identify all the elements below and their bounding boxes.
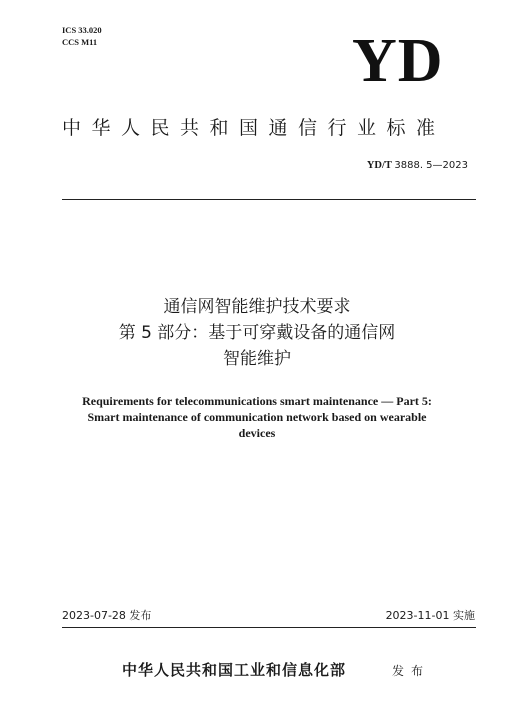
standard-code-number: 3888. 5—2023 bbox=[394, 160, 468, 171]
english-title-line-1: Requirements for telecommunications smart maintenance — Part 5: bbox=[82, 394, 432, 408]
standard-number bbox=[367, 159, 468, 173]
chinese-title-line-3: 智能维护 bbox=[223, 349, 291, 369]
issuing-authority: 中华人民共和国工业和信息化部 bbox=[122, 661, 347, 679]
standard-code-prefix: YD/T bbox=[366, 160, 392, 171]
implementation-date: 2023-11-01 实施 bbox=[385, 609, 475, 622]
english-title bbox=[62, 393, 452, 441]
ics-code: ICS 33.020 bbox=[62, 25, 102, 35]
classification-codes bbox=[62, 24, 102, 48]
english-title-line-3: devices bbox=[238, 426, 276, 440]
ccs-code: CCS M11 bbox=[62, 37, 98, 47]
standard-category-title: 中华人民共和国通信行业标准 bbox=[62, 117, 446, 139]
chinese-title-line-2: 第 5 部分：基于可穿戴设备的通信网 bbox=[118, 323, 396, 343]
publication-date: 2023-07-28 发布 bbox=[62, 609, 152, 622]
yd-logo: YD bbox=[352, 27, 444, 95]
issue-label: 发布 bbox=[392, 664, 431, 678]
english-title-line-2: Smart maintenance of communication network based on wearable bbox=[87, 410, 427, 424]
top-divider bbox=[62, 199, 476, 200]
bottom-divider bbox=[62, 627, 476, 628]
chinese-title bbox=[62, 294, 452, 372]
chinese-title-line-1: 通信网智能维护技术要求 bbox=[163, 297, 351, 317]
